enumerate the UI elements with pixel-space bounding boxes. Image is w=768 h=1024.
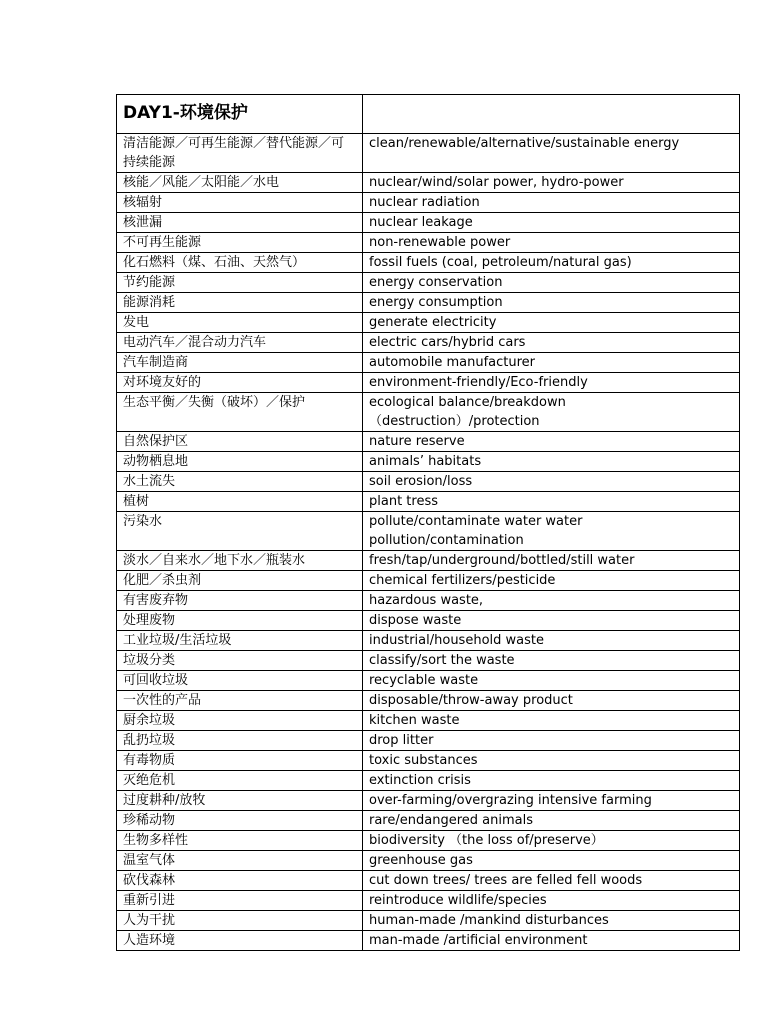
table-row: [117, 591, 740, 611]
table-row: [117, 751, 740, 771]
table-row: [117, 691, 740, 711]
table-row: [117, 253, 740, 273]
table-row: [117, 273, 740, 293]
chinese-term-cell: 污染水: [117, 512, 363, 551]
english-term-cell: environment-friendly/Eco-friendly: [363, 373, 740, 393]
table-row: [117, 571, 740, 591]
english-term-cell: pollute/contaminate water water pollution/contamination: [363, 512, 740, 551]
english-term-cell: cut down trees/ trees are felled fell woods: [363, 871, 740, 891]
chinese-term-cell: 人为干扰: [117, 911, 363, 931]
chinese-term-cell: 核辐射: [117, 193, 363, 213]
table-row: [117, 472, 740, 492]
table-row: [117, 233, 740, 253]
chinese-term-cell: 珍稀动物: [117, 811, 363, 831]
chinese-term-cell: 过度耕种/放牧: [117, 791, 363, 811]
table-row: [117, 353, 740, 373]
english-term-cell: nuclear radiation: [363, 193, 740, 213]
chinese-term-cell: 动物栖息地: [117, 452, 363, 472]
english-term-cell: generate electricity: [363, 313, 740, 333]
chinese-term-cell: 乱扔垃圾: [117, 731, 363, 751]
table-row: [117, 611, 740, 631]
chinese-term-cell: 发电: [117, 313, 363, 333]
english-term-cell: extinction crisis: [363, 771, 740, 791]
chinese-term-cell: 生态平衡／失衡（破坏）／保护: [117, 393, 363, 432]
english-term-cell: toxic substances: [363, 751, 740, 771]
chinese-term-cell: 汽车制造商: [117, 353, 363, 373]
english-term-cell: classify/sort the waste: [363, 651, 740, 671]
english-term-cell: greenhouse gas: [363, 851, 740, 871]
chinese-term-cell: 有毒物质: [117, 751, 363, 771]
english-term-cell: industrial/household waste: [363, 631, 740, 651]
english-term-cell: non-renewable power: [363, 233, 740, 253]
chinese-term-cell: 温室气体: [117, 851, 363, 871]
english-term-cell: electric cars/hybrid cars: [363, 333, 740, 353]
chinese-term-cell: 工业垃圾/生活垃圾: [117, 631, 363, 651]
chinese-term-cell: 核能／风能／太阳能／水电: [117, 173, 363, 193]
english-term-cell: human-made /mankind disturbances: [363, 911, 740, 931]
page-title: DAY1-环境保护: [123, 103, 248, 123]
table-row: [117, 432, 740, 452]
english-term-cell: fossil fuels (coal, petroleum/natural gas): [363, 253, 740, 273]
chinese-term-cell: 核泄漏: [117, 213, 363, 233]
title-row: [117, 95, 740, 134]
chinese-term-cell: 生物多样性: [117, 831, 363, 851]
chinese-term-cell: 化石燃料（煤、石油、天然气）: [117, 253, 363, 273]
english-term-cell: kitchen waste: [363, 711, 740, 731]
table-row: [117, 373, 740, 393]
table-row: [117, 293, 740, 313]
table-row: [117, 492, 740, 512]
chinese-term-cell: 节约能源: [117, 273, 363, 293]
table-row: [117, 631, 740, 651]
vocabulary-table: [116, 94, 740, 951]
table-row: [117, 871, 740, 891]
chinese-term-cell: 灭绝危机: [117, 771, 363, 791]
table-row: [117, 213, 740, 233]
table-row: [117, 911, 740, 931]
chinese-term-cell: 植树: [117, 492, 363, 512]
english-term-cell: energy conservation: [363, 273, 740, 293]
english-term-cell: animals’ habitats: [363, 452, 740, 472]
chinese-term-cell: 淡水／自来水／地下水／瓶装水: [117, 551, 363, 571]
chinese-term-cell: 自然保护区: [117, 432, 363, 452]
title-empty-cell: [363, 95, 740, 134]
english-term-cell: rare/endangered animals: [363, 811, 740, 831]
chinese-term-cell: 砍伐森林: [117, 871, 363, 891]
english-term-cell: recyclable waste: [363, 671, 740, 691]
english-term-cell: over-farming/overgrazing intensive farming: [363, 791, 740, 811]
table-row: [117, 851, 740, 871]
english-term-cell: disposable/throw-away product: [363, 691, 740, 711]
english-term-cell: hazardous waste,: [363, 591, 740, 611]
english-term-cell: automobile manufacturer: [363, 353, 740, 373]
chinese-term-cell: 电动汽车／混合动力汽车: [117, 333, 363, 353]
table-row: [117, 452, 740, 472]
chinese-term-cell: 水土流失: [117, 472, 363, 492]
chinese-term-cell: 处理废物: [117, 611, 363, 631]
table-row: [117, 551, 740, 571]
english-term-cell: energy consumption: [363, 293, 740, 313]
chinese-term-cell: 对环境友好的: [117, 373, 363, 393]
table-row: [117, 811, 740, 831]
english-term-cell: nuclear/wind/solar power, hydro-power: [363, 173, 740, 193]
chinese-term-cell: 化肥／杀虫剂: [117, 571, 363, 591]
table-row: [117, 791, 740, 811]
english-term-cell: soil erosion/loss: [363, 472, 740, 492]
table-row: [117, 831, 740, 851]
english-term-cell: dispose waste: [363, 611, 740, 631]
english-term-cell: plant tress: [363, 492, 740, 512]
chinese-term-cell: 可回收垃圾: [117, 671, 363, 691]
english-term-cell: clean/renewable/alternative/sustainable energy: [363, 134, 740, 173]
title-cell: [117, 95, 363, 134]
table-row: [117, 173, 740, 193]
table-row: [117, 333, 740, 353]
table-row: [117, 891, 740, 911]
english-term-cell: ecological balance/breakdown（destruction）/protection: [363, 393, 740, 432]
table-row: [117, 393, 740, 432]
english-term-cell: fresh/tap/underground/bottled/still water: [363, 551, 740, 571]
chinese-term-cell: 厨余垃圾: [117, 711, 363, 731]
chinese-term-cell: 人造环境: [117, 931, 363, 951]
table-row: [117, 193, 740, 213]
table-row: [117, 134, 740, 173]
english-term-cell: biodiversity （the loss of/preserve）: [363, 831, 740, 851]
chinese-term-cell: 垃圾分类: [117, 651, 363, 671]
table-row: [117, 651, 740, 671]
chinese-term-cell: 不可再生能源: [117, 233, 363, 253]
english-term-cell: chemical fertilizers/pesticide: [363, 571, 740, 591]
table-row: [117, 731, 740, 751]
table-row: [117, 512, 740, 551]
chinese-term-cell: 一次性的产品: [117, 691, 363, 711]
chinese-term-cell: 清洁能源／可再生能源／替代能源／可持续能源: [117, 134, 363, 173]
english-term-cell: man-made /artificial environment: [363, 931, 740, 951]
vocabulary-table-body: [117, 95, 740, 951]
english-term-cell: nature reserve: [363, 432, 740, 452]
table-row: [117, 931, 740, 951]
chinese-term-cell: 能源消耗: [117, 293, 363, 313]
chinese-term-cell: 有害废弃物: [117, 591, 363, 611]
table-row: [117, 771, 740, 791]
english-term-cell: reintroduce wildlife/species: [363, 891, 740, 911]
english-term-cell: drop litter: [363, 731, 740, 751]
table-row: [117, 313, 740, 333]
english-term-cell: nuclear leakage: [363, 213, 740, 233]
table-row: [117, 671, 740, 691]
table-row: [117, 711, 740, 731]
chinese-term-cell: 重新引进: [117, 891, 363, 911]
